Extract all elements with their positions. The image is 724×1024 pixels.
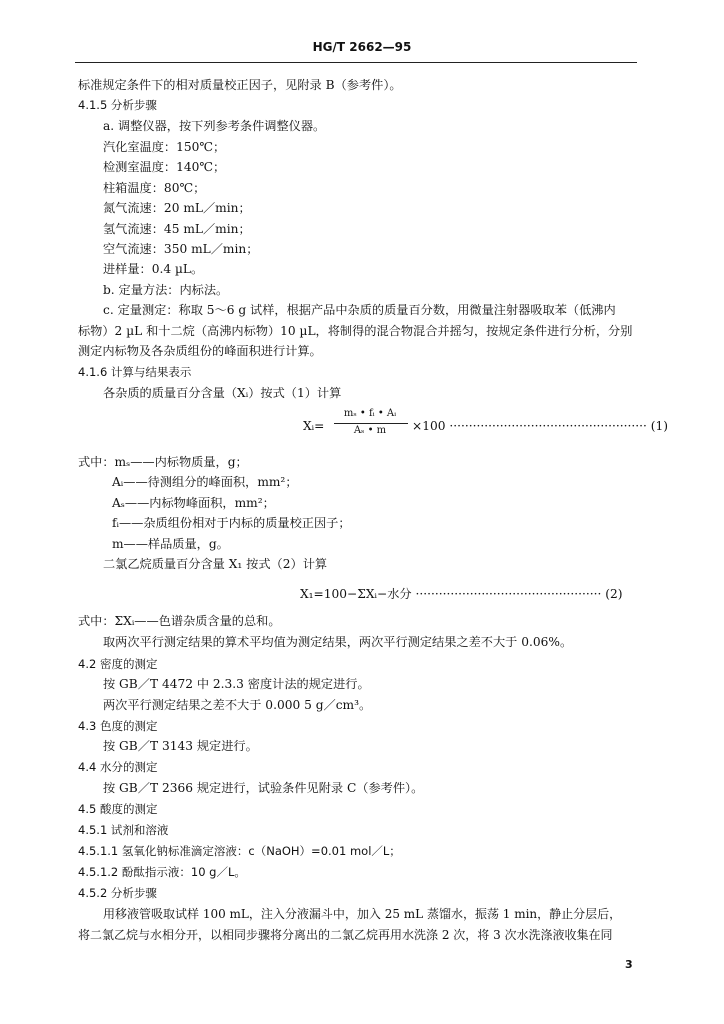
- text-line: 按 GB／T 4472 中 2.3.3 密度计法的规定进行。: [103, 677, 370, 691]
- section-heading: 4.2 密度的测定: [78, 657, 158, 671]
- formula-1-denominator: Aₛ • m: [353, 425, 387, 436]
- text-line: 各杂质的质量百分含量（Xᵢ）按式（1）计算: [103, 386, 342, 400]
- page-number: 3: [625, 958, 633, 971]
- text-line: 将二氯乙烷与水相分开，以相同步骤将分离出的二氯乙烷再用水洗涤 2 次，将 3 次水洗涤液收集在同: [78, 928, 613, 942]
- formula-1-lhs: Xᵢ=: [303, 419, 325, 433]
- section-heading: 4.5.1 试剂和溶液: [78, 823, 169, 837]
- text-line: fᵢ——杂质组份相对于内标的质量校正因子；: [112, 516, 351, 530]
- section-heading: 4.1.5 分析步骤: [78, 98, 157, 112]
- section-heading: 4.4 水分的测定: [78, 760, 158, 774]
- text-line: Aᵢ——待测组分的峰面积，mm²；: [112, 475, 298, 489]
- text-line: 测定内标物及各杂质组份的峰面积进行计算。: [78, 344, 322, 358]
- text-line: m——样品质量，g。: [112, 537, 229, 551]
- text-line: 两次平行测定结果之差不大于 0.000 5 g／cm³。: [103, 698, 372, 712]
- text-line: 汽化室温度：150℃；: [103, 140, 226, 154]
- formula-1-fraction-bar: [334, 423, 408, 424]
- text-line: 氮气流速：20 mL／min；: [103, 201, 251, 215]
- section-heading: 4.1.6 计算与结果表示: [78, 365, 192, 379]
- text-line: 标准规定条件下的相对质量校正因子，见附录 B（参考件）。: [78, 78, 402, 92]
- section-heading: 4.5.1.2 酚酞指示液：10 g／L。: [78, 865, 246, 879]
- text-line: 标物）2 µL 和十二烷（高沸内标物）10 µL，将制得的混合物混合并摇匀，按规定条件进行分析，分别: [78, 324, 633, 338]
- text-line: c. 定量测定：称取 5～6 g 试样，根据产品中杂质的质量百分数，用微量注射器吸取苯（低沸内: [103, 303, 616, 317]
- formula-1-numerator: mₛ • fᵢ • Aᵢ: [343, 408, 397, 419]
- text-line: 氢气流速：45 mL／min；: [103, 222, 251, 236]
- header-divider: [75, 62, 637, 63]
- text-line: 按 GB／T 3143 规定进行。: [103, 739, 258, 753]
- text-line: 式中：ΣXᵢ——色谱杂质含量的总和。: [78, 614, 281, 628]
- formula-1-tail: ×100 ··················································· (1): [412, 419, 669, 433]
- formula-2: X₁=100−ΣXᵢ−水分 ················································ (2): [300, 587, 623, 601]
- section-heading: 4.5.1.1 氢氧化钠标准滴定溶液：c（NaOH）=0.01 mol／L；: [78, 844, 401, 858]
- section-heading: 4.5.2 分析步骤: [78, 886, 157, 900]
- text-line: 式中：mₛ——内标物质量，g；: [78, 455, 248, 469]
- text-line: 二氯乙烷质量百分含量 X₁ 按式（2）计算: [103, 557, 328, 571]
- text-line: Aₛ——内标物峰面积，mm²；: [112, 496, 275, 510]
- text-line: 柱箱温度：80℃；: [103, 181, 206, 195]
- text-line: 用移液管吸取试样 100 mL，注入分液漏斗中，加入 25 mL 蒸馏水，振荡 1 min，静止分层后，: [103, 907, 622, 921]
- section-heading: 4.3 色度的测定: [78, 719, 158, 733]
- text-line: 进样量：0.4 µL。: [103, 262, 204, 276]
- page-header: HG/T 2662—95: [312, 40, 412, 54]
- text-line: 检测室温度：140℃；: [103, 160, 226, 174]
- section-heading: 4.5 酸度的测定: [78, 802, 158, 816]
- text-line: b. 定量方法：内标法。: [103, 283, 229, 297]
- text-line: 取两次平行测定结果的算术平均值为测定结果，两次平行测定结果之差不大于 0.06%。: [103, 635, 573, 649]
- text-line: 空气流速：350 mL／min；: [103, 242, 259, 256]
- text-line: 按 GB／T 2366 规定进行，试验条件见附录 C（参考件）。: [103, 781, 424, 795]
- text-line: a. 调整仪器，按下列参考条件调整仪器。: [103, 119, 326, 133]
